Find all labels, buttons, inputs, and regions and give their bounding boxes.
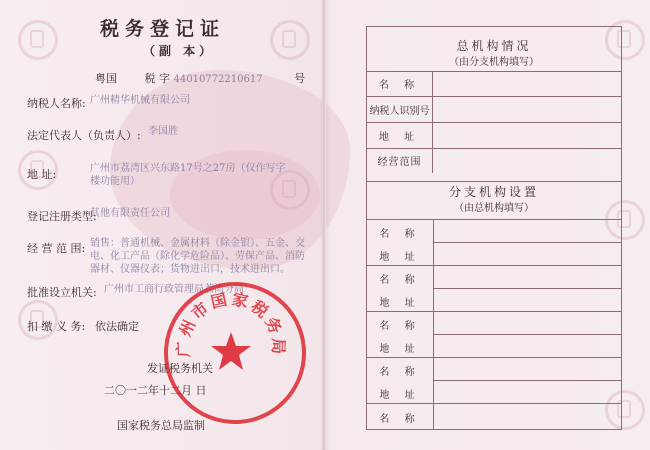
branch-subtitle: （由总机构填写） [454, 203, 534, 214]
approval-label: 批准设立机关: [27, 286, 97, 299]
hq-row-label: 名 称 [367, 71, 433, 96]
emblem-watermark-icon [270, 20, 310, 60]
address-label: 地 址: [27, 168, 57, 181]
branch-address-label: 地 址 [379, 344, 421, 355]
hq-row-label: 地 址 [367, 122, 433, 148]
legal-rep-label: 法定代表人（负责人）: [27, 129, 141, 142]
branch-entry [367, 403, 621, 430]
branch-address-label: 地 址 [379, 390, 421, 401]
scope-label: 经 营 范 围: [27, 242, 86, 255]
tax-id-prefix: 粤国 [95, 72, 117, 85]
approval-value: 广州市工商行政管理局荔湾分局 [104, 284, 244, 295]
tax-id-row [95, 70, 305, 86]
official-seal [164, 282, 306, 424]
hq-subtitle: （由分支机构填写） [449, 57, 539, 68]
taxpayer-value: 广州精华机械有限公司 [90, 95, 190, 106]
issuer-label: 发证税务机关 [147, 362, 213, 375]
document-subtitle: （副 本） [143, 44, 216, 58]
branch-name-label: 名 称 [379, 229, 421, 240]
branch-address-label: 地 址 [379, 252, 421, 263]
legal-rep-value: 李国胜 [148, 126, 178, 137]
tax-id-suffix: 号 [294, 72, 306, 85]
branch-entry [367, 357, 621, 404]
issue-date: 二〇一二年十二月 日 [104, 384, 207, 397]
branch-name-label: 名 称 [379, 367, 421, 378]
hq-title: 总机构情况 [456, 39, 532, 53]
hq-row-label: 纳税人识别号 [367, 96, 433, 122]
address-value: 广州市荔湾区兴东路17号之27房（仅作写字楼功能用） [90, 163, 286, 187]
branch-address-label: 地 址 [379, 298, 421, 309]
emblem-watermark-icon [18, 20, 58, 60]
branch-divider [367, 181, 621, 182]
hq-header [367, 27, 621, 72]
star-icon [211, 332, 251, 370]
hq-row [367, 122, 621, 149]
branch-entry [367, 219, 621, 266]
scope-value: 销售：普通机械、金属材料（除金银）、五金、交电、化工产品（除化学危险品）、劳保产品、消防器材、仪器仪表；货物进出口，技术进出口。 [90, 238, 305, 275]
branch-name-label: 名 称 [379, 275, 421, 286]
branch-name-label: 名 称 [379, 414, 421, 425]
reg-type-value: 其他有限责任公司 [90, 208, 170, 219]
hq-row-label: 经营范围 [367, 148, 433, 173]
hq-row [367, 71, 621, 97]
reg-type-label: 登记注册类型: [27, 210, 97, 223]
hq-row [367, 148, 621, 173]
branch-entry [367, 311, 621, 358]
taxpayer-label: 纳税人名称: [27, 97, 86, 110]
branch-title: 分支机构设置 [448, 185, 539, 199]
duty-value: 依法确定 [95, 320, 139, 333]
branch-info-table [366, 26, 622, 430]
page-fold [322, 0, 326, 450]
supervisor-label: 国家税务总局监制 [117, 419, 205, 432]
branch-entry [367, 265, 621, 312]
tax-id-label: 税 字 [144, 72, 170, 85]
document-title: 税务登记证 [100, 18, 226, 40]
tax-id-number: 44010772210617 [173, 74, 263, 85]
seal-text: 广州市国家税务局 [173, 289, 289, 358]
branch-name-label: 名 称 [379, 321, 421, 332]
hq-row [367, 96, 621, 123]
duty-label: 扣 缴 义 务: [27, 320, 86, 333]
